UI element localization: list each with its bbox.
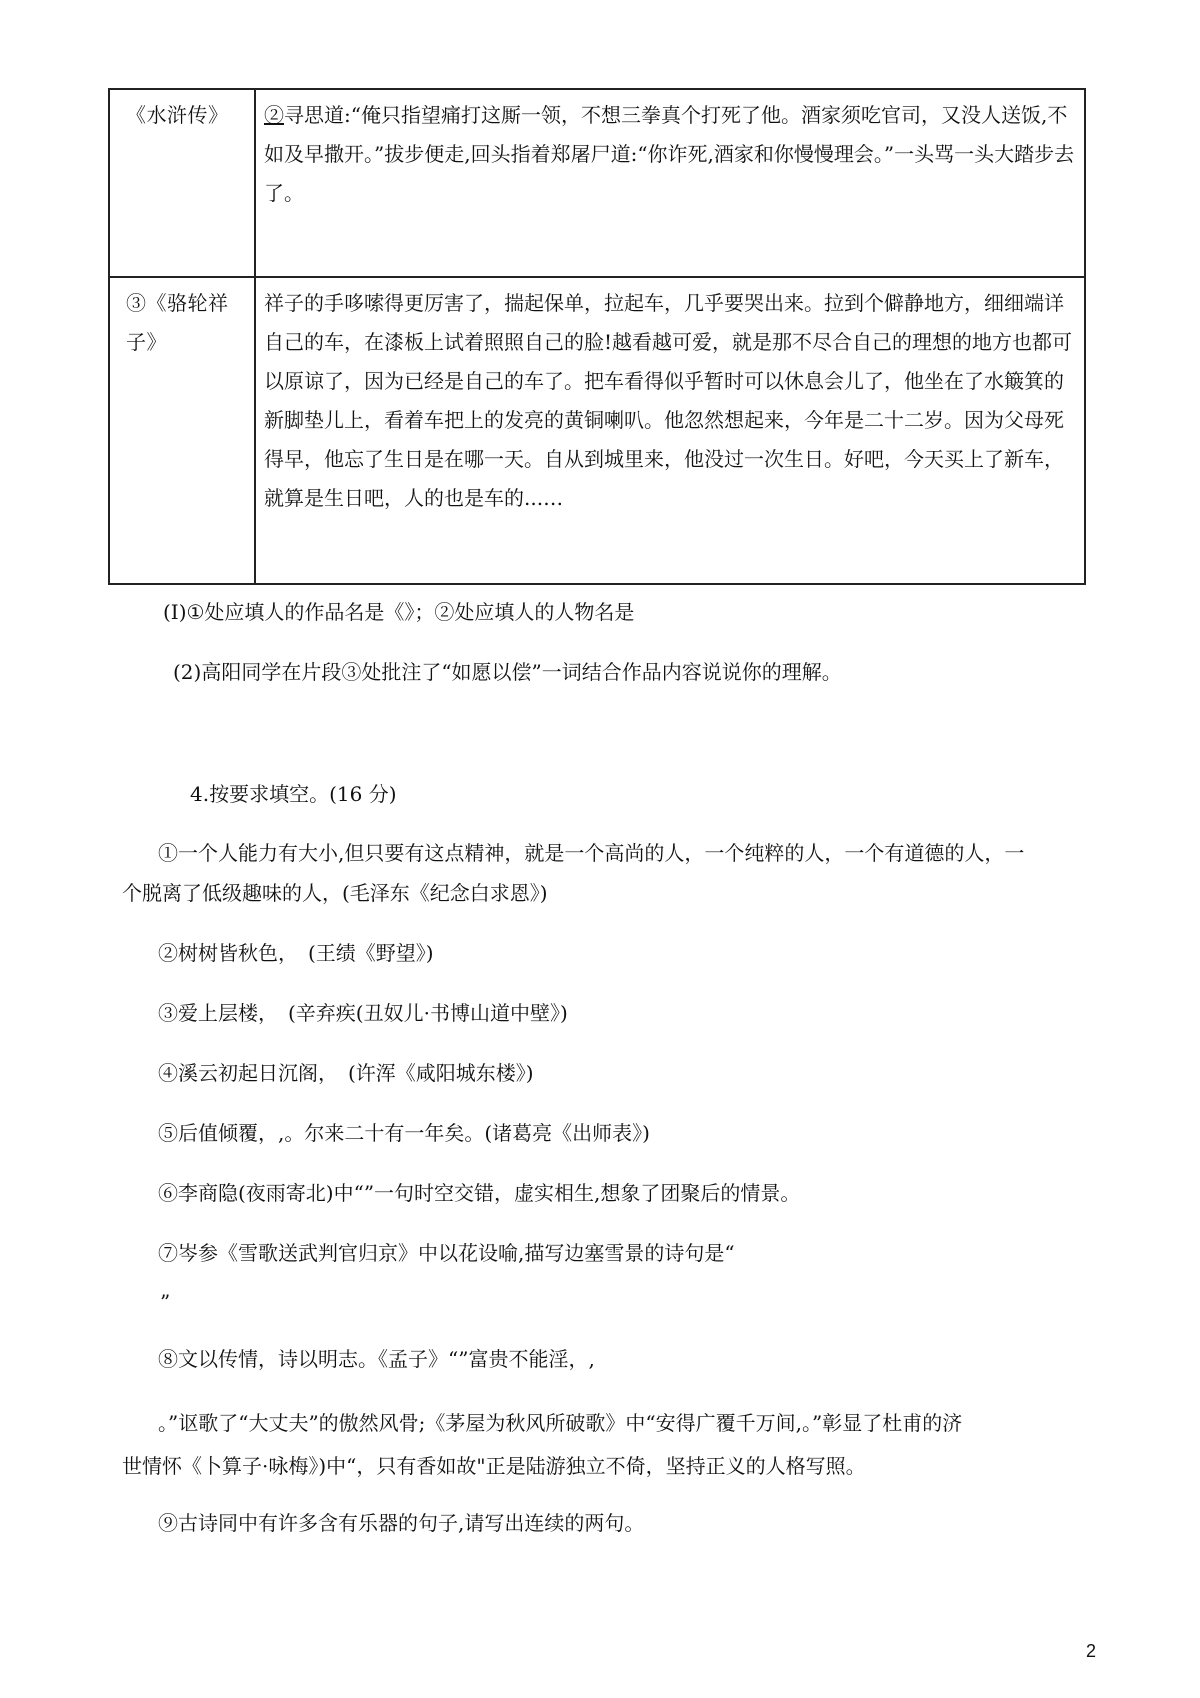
passage-text: 祥子的手哆嗦得更厉害了，揣起保单，拉起车，几乎要哭出来。拉到个僻静地方，细细端详自己的车，在漆板上试着照照自己的脸!越看越可爱，就是那不尽合自己的理想的地方也都可以原谅了，因为已经是自己的车了。把车看得似乎暂时可以休息会儿了，他坐在了水簸箕的新脚垫儿上，看着车把上的发亮的黄铜喇叭。他忽然想起来，今年是二十二岁。因为父母死得早，他忘了生日是在哪一天。自从到城里来，他没过一次生日。好吧，今天买上了新车，就算是生日吧，人的也是车的...…: [264, 291, 1073, 510]
work-title-cell: [109, 277, 255, 584]
fill-item-8-cont2: 世情怀《卜算子·咏梅》)中“，只有香如故"正是陆游独立不倚，坚持正义的人格写照。: [122, 1454, 866, 1478]
fill-item-4: ④溪云初起日沉阁， (许浑《咸阳城东楼》): [158, 1061, 534, 1085]
work-title: 《水浒传》: [126, 103, 229, 127]
fill-item-2: ②树树皆秋色， (王绩《野望》): [158, 941, 434, 965]
work-title-cell: [109, 89, 255, 277]
fill-item-9: ⑨古诗同中有许多含有乐器的句子,请写出连续的两句。: [158, 1511, 645, 1535]
fill-item-5: ⑤后值倾覆，,。尔来二十有一年矣。(诸葛亮《出师表》): [158, 1121, 650, 1145]
blank-marker: ②: [264, 103, 284, 127]
passage-text: ②寻思道:“俺只指望痛打这厮一领，不想三拳真个打死了他。酒家须吃官司，又没人送饭,不如及早撒开。”拔步便走,回头指着郑屠尸道:“你诈死,酒家和你慢慢理会。”一头骂一头大踏步去了。: [264, 103, 1075, 205]
fill-item-8: ⑧文以传情，诗以明志。《孟子》“”富贵不能淫，,: [158, 1347, 595, 1371]
fill-item-3: ③爱上层楼， (辛弃疾(丑奴儿·书博山道中壁》): [158, 1001, 568, 1025]
table-row: [109, 89, 1085, 277]
passage-cell: [255, 277, 1085, 584]
table-row: [109, 277, 1085, 584]
work-title: ③《骆轮祥子》: [126, 291, 229, 354]
fill-item-1-cont: 个脱离了低级趣味的人，(毛泽东《纪念白求恩》): [122, 881, 548, 905]
fill-item-7-cont: ”: [160, 1290, 171, 1314]
fill-item-7: ⑦岑参《雪歌送武判官归京》中以花设喻,描写边塞雪景的诗句是“: [158, 1241, 735, 1265]
fill-item-6: ⑥李商隐(夜雨寄北)中“”一句时空交错，虚实相生,想象了团聚后的情景。: [158, 1181, 801, 1205]
question-2: (2)高阳同学在片段③处批注了“如愿以偿”一词结合作品内容说说你的理解。: [173, 660, 842, 684]
page-number: 2: [1086, 1641, 1097, 1661]
question-1: (I)①处应填人的作品名是《》；②处应填人的人物名是: [163, 600, 635, 624]
section-4-heading: 4.按要求填空。(16 分): [190, 782, 397, 806]
fill-item-1: ①一个人能力有大小,但只要有这点精神，就是一个高尚的人，一个纯粹的人，一个有道德的人，一: [158, 841, 1025, 865]
reading-table: [108, 88, 1086, 585]
fill-item-8-cont: 。”讴歌了“大丈夫”的傲然风骨;《茅屋为秋风所破歌》中“安得广覆千万间,。”彰显了杜甫的济: [158, 1411, 963, 1435]
passage-cell: [255, 89, 1085, 277]
